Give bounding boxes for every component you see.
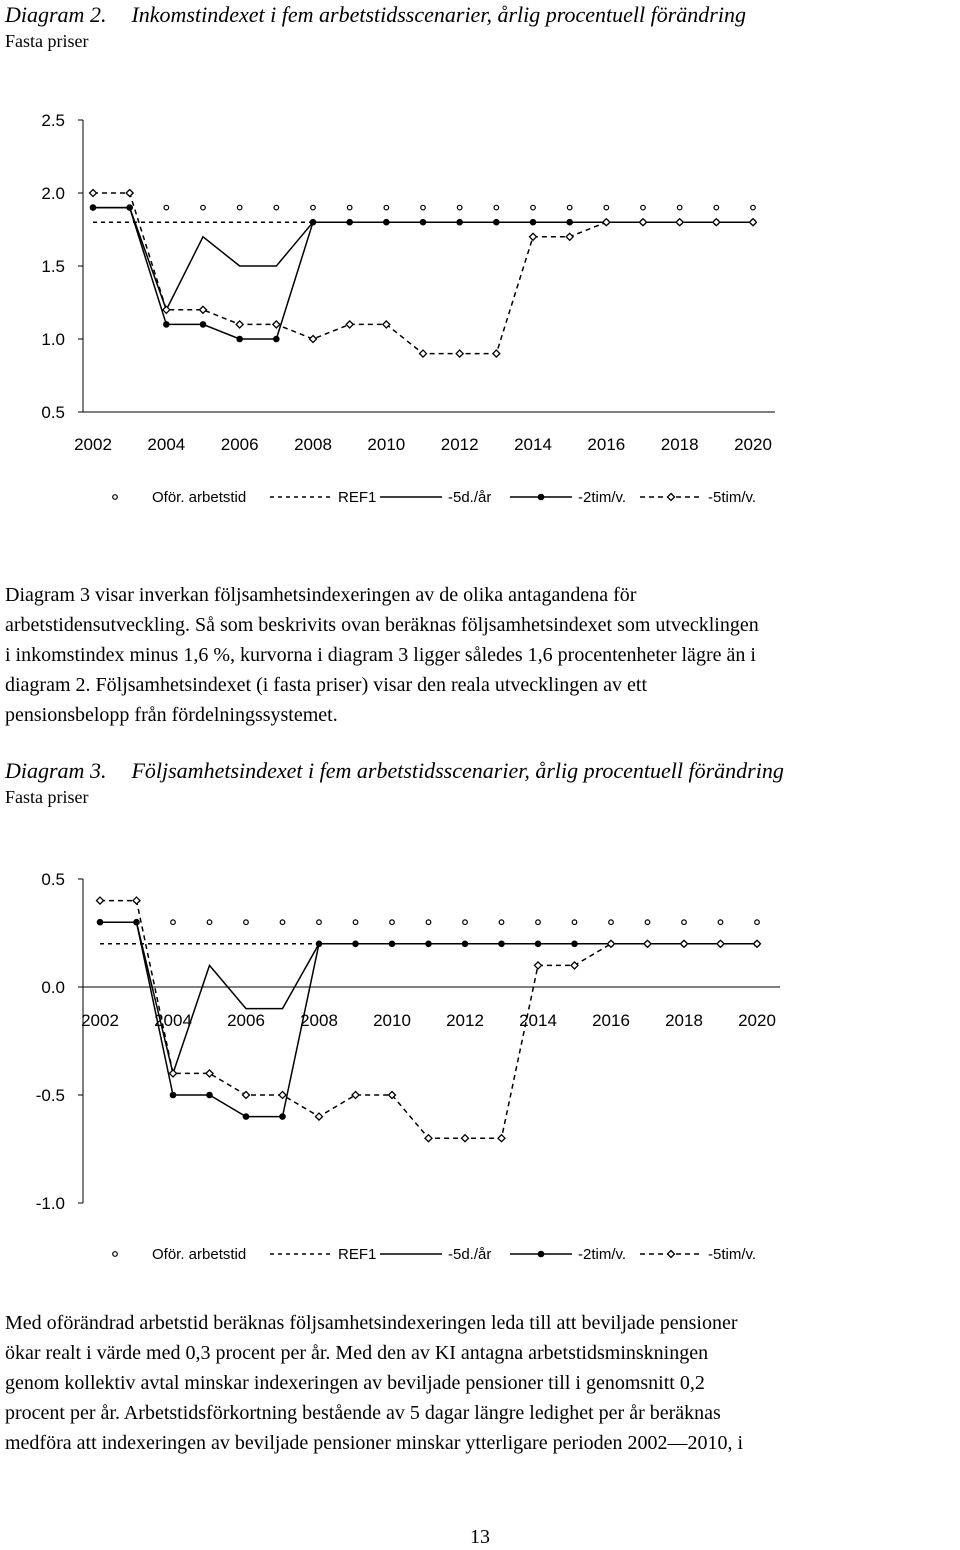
legend-marker <box>668 494 675 501</box>
paragraph-1-line: Diagram 3 visar inverkan följsamhetsindexeringen av de olika antagandena för <box>5 584 637 606</box>
data-point <box>535 941 542 948</box>
diagram3-label: Diagram 3. <box>5 758 107 783</box>
adjustment-index-chart <box>0 840 960 1280</box>
data-point <box>236 321 243 328</box>
data-point <box>572 920 577 925</box>
diagram2-title: Inkomstindexet i fem arbetstidsscenarier, årlig procentuell förändring <box>131 2 746 27</box>
income-index-chart <box>0 60 960 520</box>
data-point <box>383 219 390 226</box>
data-point <box>682 920 687 925</box>
x-tick-label: 2006 <box>220 435 259 454</box>
data-point <box>640 219 647 226</box>
data-point <box>389 941 396 948</box>
data-point <box>163 306 170 313</box>
data-point <box>133 897 140 904</box>
paragraph-1-line: diagram 2. Följsamhetsindexet (i fasta priser) visar den reala utvecklingen av ett <box>5 674 648 696</box>
series-line <box>93 193 753 354</box>
data-point <box>717 940 724 947</box>
data-point <box>244 920 249 925</box>
data-point <box>97 897 104 904</box>
legend-marker <box>668 1251 675 1258</box>
data-point <box>567 205 572 210</box>
paragraph-1-line: i inkomstindex minus 1,6 %, kurvorna i diagram 3 ligger således 1,6 procentenheter lägre än i <box>5 644 756 666</box>
data-point <box>493 219 500 226</box>
x-tick-label: 2002 <box>74 435 112 454</box>
data-point <box>170 1092 177 1099</box>
y-tick-label: 0.5 <box>41 870 65 889</box>
legend-label: Oför. arbetstid <box>152 489 247 506</box>
data-point <box>755 920 760 925</box>
data-point <box>236 336 243 343</box>
data-point <box>279 1092 286 1099</box>
data-point <box>676 219 683 226</box>
data-point <box>494 205 499 210</box>
x-tick-label: 2014 <box>514 435 552 454</box>
data-point <box>346 219 353 226</box>
x-tick-label: 2016 <box>592 1011 630 1030</box>
data-point <box>420 219 427 226</box>
data-point <box>310 219 317 226</box>
data-point <box>463 920 468 925</box>
data-point <box>713 219 720 226</box>
data-point <box>170 1070 177 1077</box>
x-tick-label: 2018 <box>665 1011 703 1030</box>
data-point <box>311 205 316 210</box>
data-point <box>566 233 573 240</box>
diagram2-caption <box>5 2 746 28</box>
data-point <box>457 205 462 210</box>
legend-label: -5tim/v. <box>708 1246 757 1263</box>
x-tick-label: 2010 <box>367 435 406 454</box>
data-point <box>126 190 133 197</box>
data-point <box>571 962 578 969</box>
legend-label: -5d./år <box>448 1246 492 1263</box>
data-point <box>390 920 395 925</box>
paragraph-1 <box>5 580 759 730</box>
data-point <box>346 321 353 328</box>
data-point <box>462 941 469 948</box>
legend-label: Oför. arbetstid <box>152 1246 247 1263</box>
data-point <box>201 205 206 210</box>
legend-marker <box>113 1252 118 1257</box>
data-point <box>353 920 358 925</box>
data-point <box>609 920 614 925</box>
data-point <box>171 920 176 925</box>
data-point <box>718 920 723 925</box>
paragraph-2-line: ökar realt i värde med 0,3 procent per år. Med den av KI antagna arbetstidsminskningen <box>5 1342 709 1364</box>
legend-label: -2tim/v. <box>578 489 627 506</box>
x-tick-label: 2010 <box>373 1011 411 1030</box>
y-tick-label: 0.0 <box>41 978 65 997</box>
data-point <box>90 190 97 197</box>
legend-marker <box>538 494 545 501</box>
x-tick-label: 2012 <box>440 435 479 454</box>
data-point <box>751 205 756 210</box>
diagram2-subtitle: Fasta priser <box>5 31 89 51</box>
x-tick-label: 2002 <box>81 1011 119 1030</box>
data-point <box>126 204 133 211</box>
x-tick-label: 2014 <box>519 1011 557 1030</box>
data-point <box>462 1135 469 1142</box>
data-point <box>200 306 207 313</box>
data-point <box>237 205 242 210</box>
data-point <box>206 1092 213 1099</box>
legend-label: REF1 <box>338 1246 377 1263</box>
data-point <box>280 920 285 925</box>
data-point <box>677 205 682 210</box>
data-point <box>645 920 650 925</box>
x-tick-label: 2006 <box>227 1011 265 1030</box>
data-point <box>243 1092 250 1099</box>
data-point <box>352 1092 359 1099</box>
data-point <box>273 321 280 328</box>
x-tick-label: 2016 <box>587 435 626 454</box>
data-point <box>714 205 719 210</box>
y-tick-label: 1.0 <box>41 330 65 349</box>
y-tick-label: 0.5 <box>41 403 65 422</box>
data-point <box>493 350 500 357</box>
data-point <box>243 1113 250 1120</box>
data-point <box>200 321 207 328</box>
data-point <box>681 940 688 947</box>
paragraph-2 <box>5 1308 743 1458</box>
paragraph-2-line: genom kollektiv avtal minskar indexeringen av beviljade pensioner till i genomsnitt 0,2 <box>5 1372 705 1394</box>
diagram3-title: Följsamhetsindexet i fem arbetstidsscenarier, årlig procentuell förändring <box>131 758 784 783</box>
paragraph-1-line: pensionsbelopp från fördelningssystemet. <box>5 704 338 726</box>
diagram3-subtitle: Fasta priser <box>5 787 89 807</box>
x-tick-label: 2020 <box>734 435 772 454</box>
data-point <box>530 233 537 240</box>
data-point <box>750 219 757 226</box>
y-tick-label: -1.0 <box>35 1194 65 1213</box>
data-point <box>347 205 352 210</box>
x-tick-label: 2004 <box>147 435 186 454</box>
data-point <box>425 941 432 948</box>
data-point <box>604 205 609 210</box>
legend-label: -5d./år <box>448 489 492 506</box>
y-tick-label: 2.0 <box>41 184 65 203</box>
data-point <box>352 941 359 948</box>
legend-label: REF1 <box>338 489 377 506</box>
data-point <box>425 1135 432 1142</box>
data-point <box>206 1070 213 1077</box>
data-point <box>535 962 542 969</box>
data-point <box>498 941 505 948</box>
series-line <box>100 922 757 1116</box>
data-point <box>97 919 104 926</box>
x-tick-label: 2004 <box>154 1011 192 1030</box>
paragraph-1-line: arbetstidensutveckling. Så som beskrivits ovan beräknas följsamhetsindexet som utvecklingen <box>5 614 759 636</box>
data-point <box>384 205 389 210</box>
data-point <box>207 920 212 925</box>
data-point <box>164 205 169 210</box>
diagram2-label: Diagram 2. <box>5 2 107 27</box>
paragraph-2-line: procent per år. Arbetstidsförkortning bestående av 5 dagar längre ledighet per år beräknas <box>5 1402 721 1424</box>
data-point <box>531 205 536 210</box>
y-tick-label: 2.5 <box>41 111 65 130</box>
data-point <box>499 920 504 925</box>
data-point <box>530 219 537 226</box>
data-point <box>536 920 541 925</box>
x-tick-label: 2008 <box>294 435 332 454</box>
data-point <box>456 350 463 357</box>
data-point <box>566 219 573 226</box>
data-point <box>644 940 651 947</box>
y-tick-label: 1.5 <box>41 257 65 276</box>
x-tick-label: 2012 <box>446 1011 484 1030</box>
data-point <box>163 321 170 328</box>
data-point <box>420 350 427 357</box>
data-point <box>754 940 761 947</box>
data-point <box>274 205 279 210</box>
y-tick-label: -0.5 <box>35 1086 65 1105</box>
data-point <box>279 1113 286 1120</box>
data-point <box>273 336 280 343</box>
x-tick-label: 2018 <box>660 435 699 454</box>
legend-marker <box>113 495 118 500</box>
legend-marker <box>538 1251 545 1258</box>
legend-label: -2tim/v. <box>578 1246 627 1263</box>
series-line <box>93 208 753 339</box>
data-point <box>310 336 317 343</box>
paragraph-2-line: medföra att indexeringen av beviljade pensioner minskar ytterligare perioden 2002—2010, i <box>5 1432 744 1454</box>
x-tick-label: 2008 <box>300 1011 338 1030</box>
data-point <box>571 941 578 948</box>
data-point <box>426 920 431 925</box>
x-tick-label: 2020 <box>738 1011 776 1030</box>
diagram3-caption <box>5 758 784 784</box>
data-point <box>90 204 97 211</box>
series-line <box>100 901 757 1139</box>
data-point <box>641 205 646 210</box>
data-point <box>456 219 463 226</box>
data-point <box>316 1113 323 1120</box>
paragraph-2-line: Med oförändrad arbetstid beräknas följsamhetsindexeringen leda till att beviljade pensioner <box>5 1312 738 1334</box>
data-point <box>608 940 615 947</box>
page-number: 13 <box>470 1526 490 1548</box>
data-point <box>603 219 610 226</box>
legend-label: -5tim/v. <box>708 489 757 506</box>
data-point <box>421 205 426 210</box>
data-point <box>133 919 140 926</box>
data-point <box>498 1135 505 1142</box>
data-point <box>316 941 323 948</box>
data-point <box>317 920 322 925</box>
